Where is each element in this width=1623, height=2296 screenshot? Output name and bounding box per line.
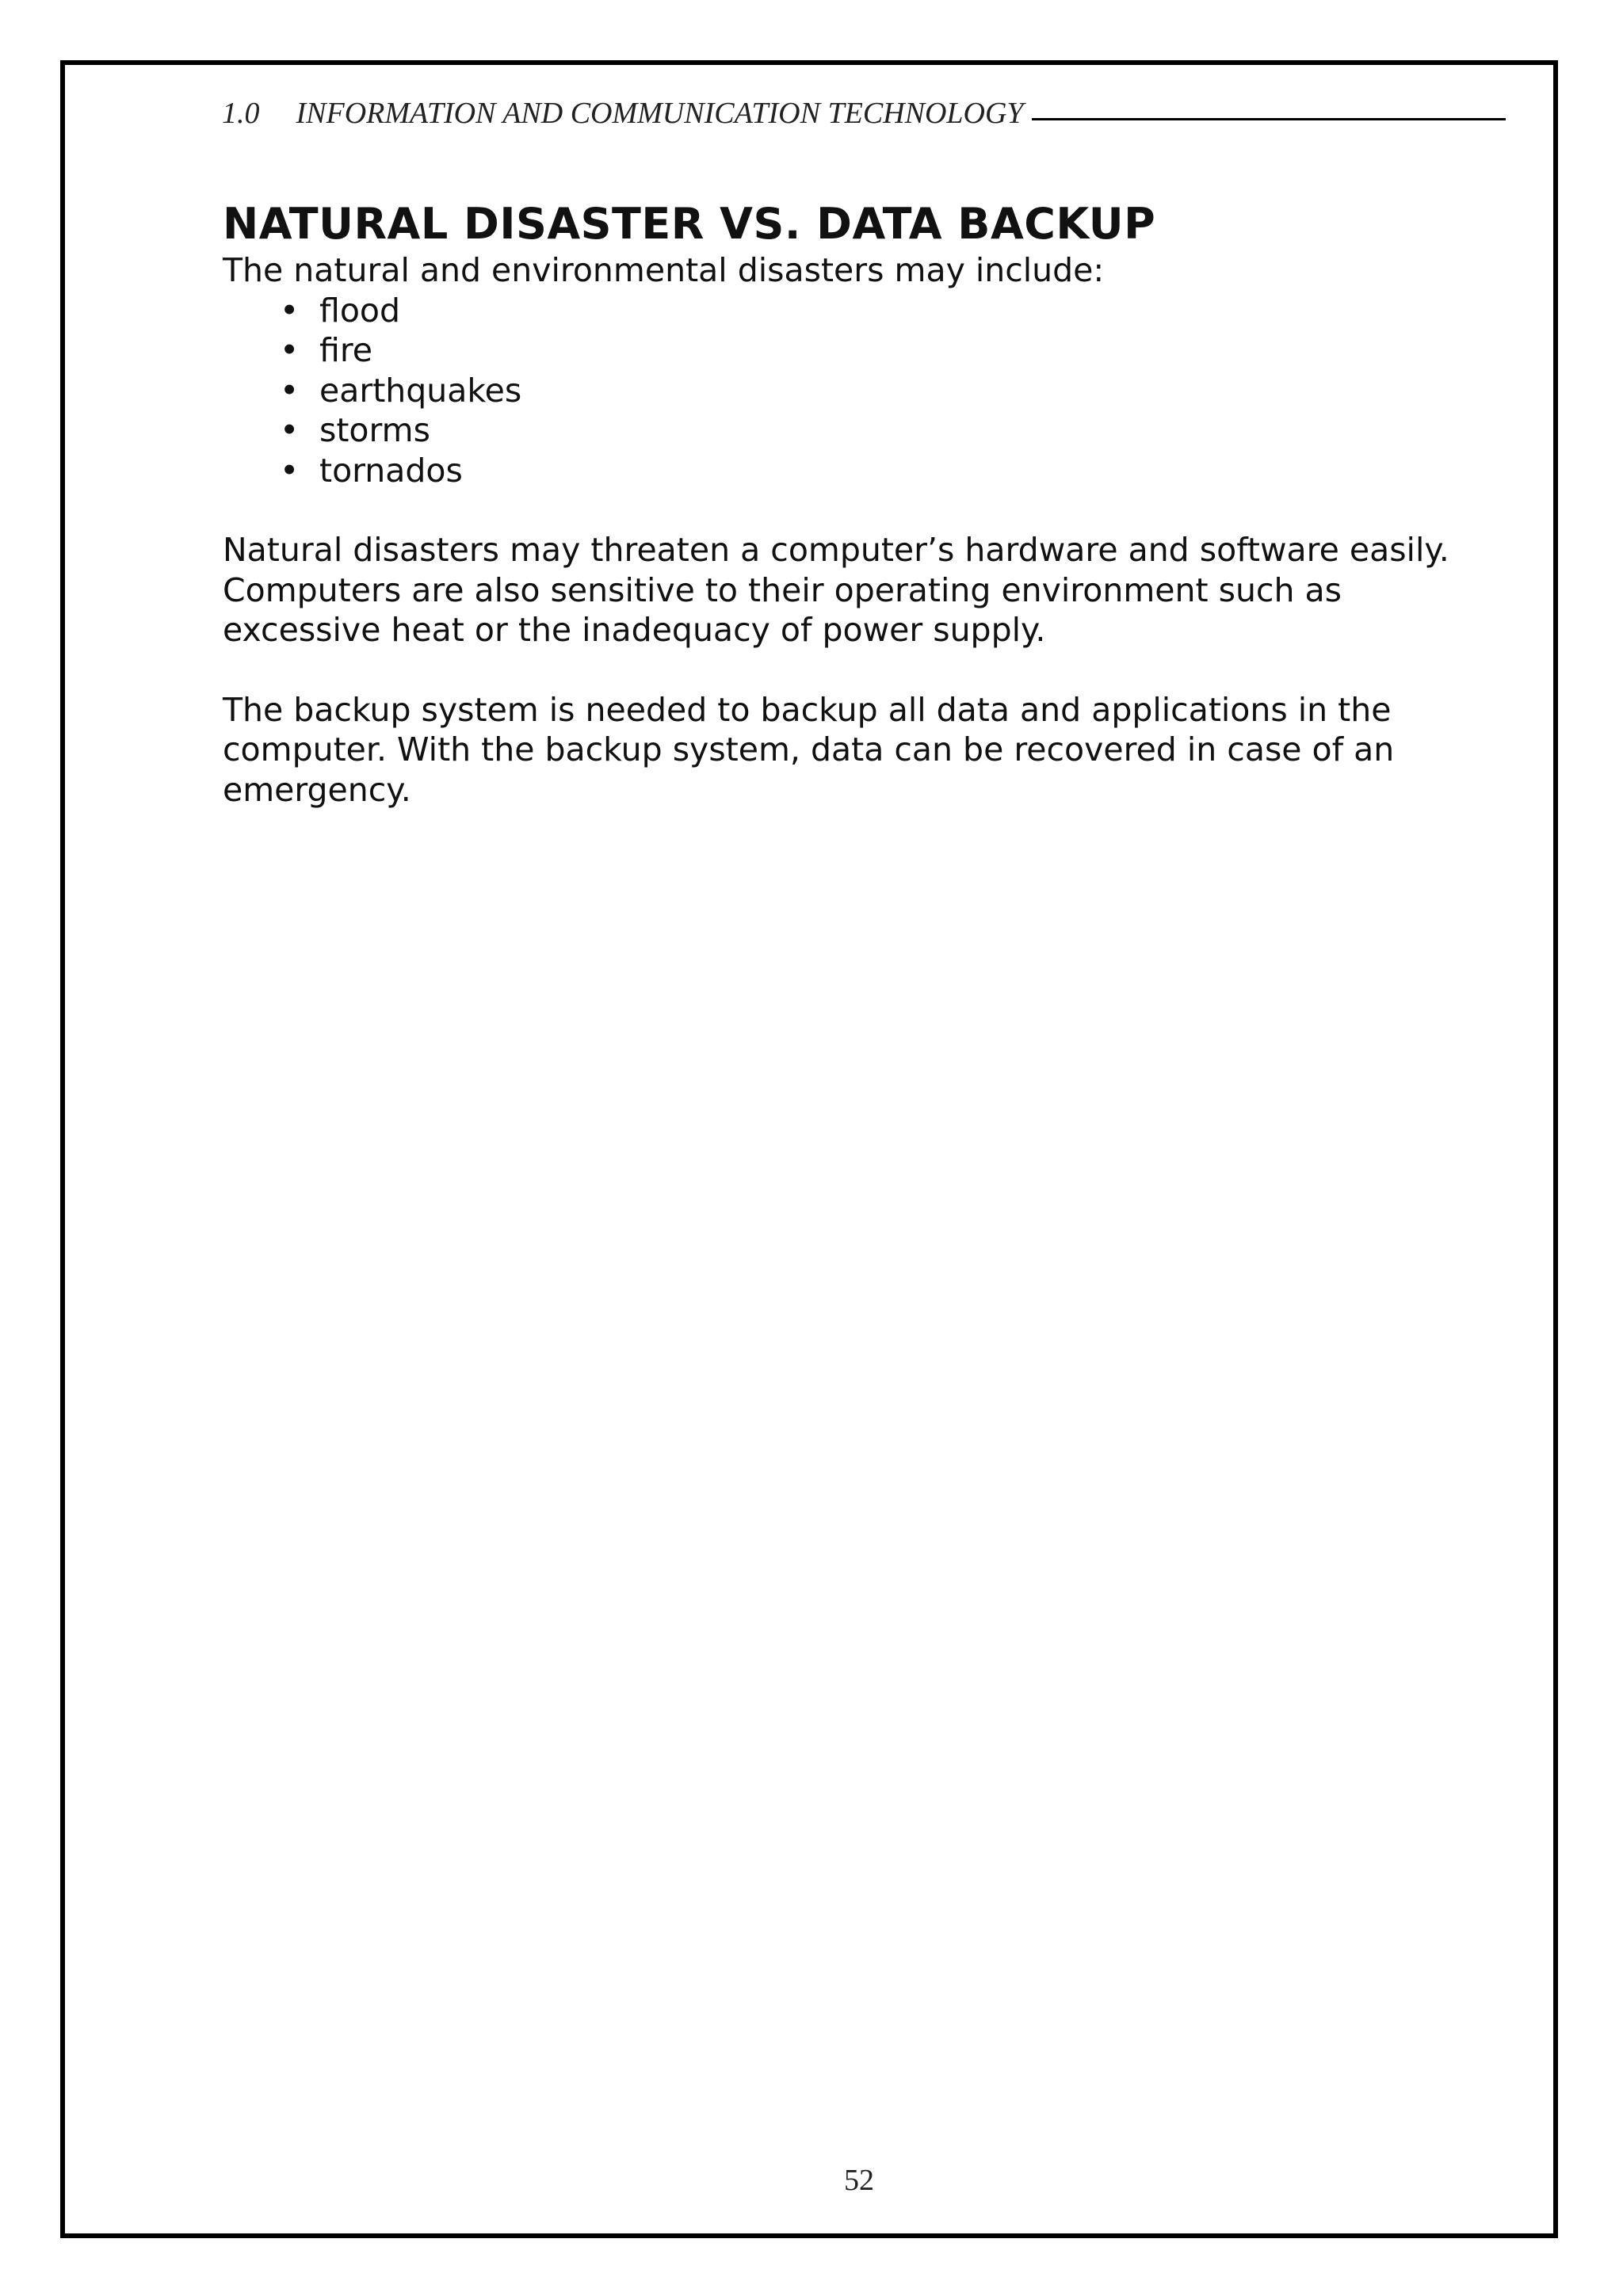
list-item: [280, 371, 1507, 411]
page-title: NATURAL DISASTER VS. DATA BACKUP: [223, 199, 1156, 249]
page-number: 52: [844, 2164, 874, 2197]
list-item-label: tornados: [319, 451, 463, 490]
running-header: [222, 98, 1506, 128]
list-item: [280, 451, 1507, 491]
bullet-icon: •: [280, 331, 300, 369]
list-item-label: fire: [319, 331, 373, 369]
disaster-list: [223, 291, 1507, 491]
list-item: [280, 330, 1507, 371]
header-rule: [1032, 118, 1506, 120]
list-item: [280, 410, 1507, 451]
bullet-icon: •: [280, 291, 300, 330]
intro-text: The natural and environmental disasters may include:: [223, 251, 1105, 289]
list-item-label: flood: [319, 291, 401, 330]
list-item: [280, 291, 1507, 331]
bullet-icon: •: [280, 451, 300, 490]
list-item-label: earthquakes: [319, 371, 522, 410]
bullet-icon: •: [280, 411, 300, 449]
paragraph-hazards: Natural disasters may threaten a computer’s hardware and software easily. Computers are also sensitive to their operating environment such as excessive heat or the inadequacy of power supply.: [223, 531, 1449, 649]
section-title: INFORMATION AND COMMUNICATION TECHNOLOGY: [296, 97, 1024, 130]
list-item-label: storms: [319, 411, 430, 449]
section-number: 1.0: [222, 97, 260, 130]
paragraph-backup: The backup system is needed to backup all data and applications in the computer. With the backup system, data can be recovered in case of an emergency.: [223, 690, 1395, 809]
main-content: [223, 198, 1507, 810]
bullet-icon: •: [280, 371, 300, 410]
